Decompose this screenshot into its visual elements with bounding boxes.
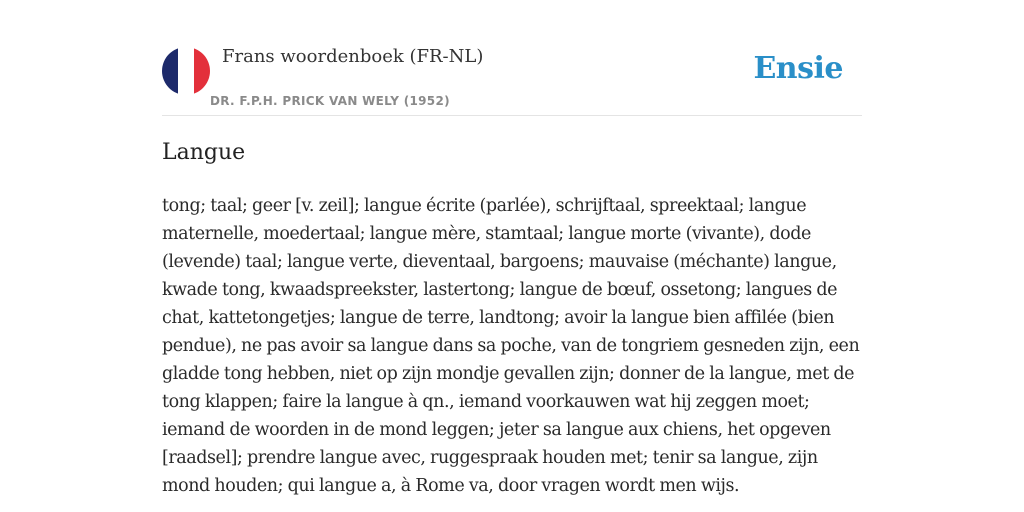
- french-flag-icon: [162, 47, 210, 95]
- flag-stripe-red: [194, 47, 210, 95]
- dictionary-title[interactable]: Frans woordenboek (FR-NL): [222, 46, 484, 67]
- flag-stripe-blue: [162, 47, 178, 95]
- card-header: [162, 0, 862, 116]
- dictionary-author: DR. F.P.H. PRICK VAN WELY (1952): [210, 94, 450, 108]
- entry-definition: tong; taal; geer [v. zeil]; langue écrite (parlée), schrijftaal, spreektaal; langue maternelle, moedertaal; langue mère, stamtaal; langue morte (vivante), dode (levende) taal; langue verte, dieventaal, bargoens; mauvaise (méchante) langue, kwade tong, kwaadspreekster, lastertong; langue de bœuf, ossetong; langues de chat, kattetongetjes; langue de terre, landtong; avoir la langue bien affilée (bien pendue), ne pas avoir sa langue dans sa poche, van de tongriem gesneden zijn, een gladde tong hebben, niet op zijn mondje gevallen zijn; donner de la langue, met de tong klappen; faire la langue à qn., iemand voorkauwen wat hij zeggen moet; iemand de woorden in de mond leggen; jeter sa langue aux chiens, het opgeven [raadsel]; prendre langue avec, ruggespraak houden met; tenir sa langue, zijn mond houden; qui langue a, à Rome va, door vragen wordt men wijs.: [162, 196, 860, 496]
- brand-logo[interactable]: Ensie: [753, 51, 843, 86]
- dictionary-card: [162, 0, 862, 512]
- entry-title: Langue: [162, 140, 246, 165]
- flag-stripe-white: [178, 47, 194, 95]
